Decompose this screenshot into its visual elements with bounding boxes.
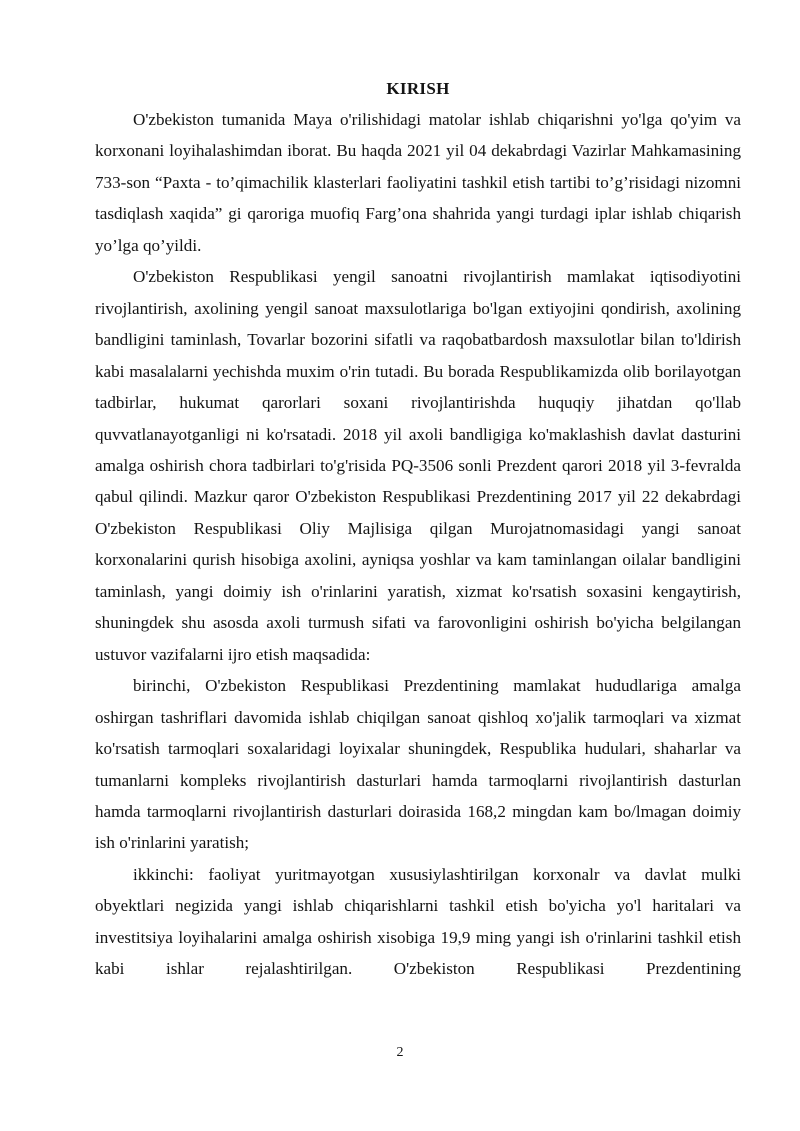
paragraph-light-industry: O'zbekiston Respublikasi yengil sanoatni rivojlantirish mamlakat iqtisodiyotini rivojlantirish, axolining yengil sanoat maxsulotlariga bo'lgan extiyojini qondirish, axolining bandligini taminlash, Tovarlar bozorini sifatli va raqobatbardosh maxsulotlar bilan to'ldirish kabi masalalarni yechishda muxim o'rin tutadi. Bu borada Respublikamizda olib borilayotgan tadbirlar, hukumat qarorlari soxani rivojlantirishda huquqiy jihatdan qo'llab quvvatlanayotganligi ni ko'rsatadi. 2018 yil axoli bandligiga ko'maklashish davlat dasturini amalga oshirish chora tadbirlari to'g'risida PQ-3506 sonli Prezdent qarori 2018 yil 3-fevralda qabul qilindi. Mazkur qaror O'zbekiston Respublikasi Prezdentining 2017 yil 22 dekabrdagi O'zbekiston Respublikasi Oliy Majlisiga qilgan Murojatnomasidagi yangi sanoat korxonalarini qurish hisobiga axolini, ayniqsa yoshlar va kam taminlangan oilalar bandligini taminlash, yangi doimiy ish o'rinlarini yaratish, xizmat ko'rsatish soxasini kengaytirish, shuningdek shu asosda axoli turmush sifati va farovonligini oshirish bo'yicha belgilangan ustuvor vazifalarni ijro etish maqsadida: — [95, 267, 741, 664]
page-number: 2 — [396, 1045, 404, 1060]
paragraph-first: birinchi, O'zbekiston Respublikasi Prezdentining mamlakat hududlariga amalga oshirgan tashriflari davomida ishlab chiqilgan sanoat qishloq xo'jalik tarmoqlari va xizmat ko'rsatish tarmoqlari soxalaridagi loyixalar shuningdek, Respublika hudulari, shaharlar va tumanlarni kompleks rivojlantirish dasturlari hamda tarmoqlarni rivojlantirish dasturlan hamda tarmoqlarni rivojlantirish dasturlari doirasida 168,2 mingdan kam bo/lmagan doimiy ish o'rinlarini yaratish; — [95, 676, 741, 853]
page-title: KIRISH — [386, 79, 450, 98]
page-content — [95, 74, 741, 985]
paragraph-intro: O'zbekiston tumanida Maya o'rilishidagi matolar ishlab chiqarishni yo'lga qo'yim va korxonani loyihalashimdan iborat. Bu haqda 2021 yil 04 dekabrdagi Vazirlar Mahkamasining 733-son “Paxta - to’qimachilik klasterlari faoliyatini tashkil etish tartibi to’g’risidagi nizomni tasdiqlash xaqida” gi qaroriga muofiq Farg’ona shahrida yangi turdagi iplar ishlab chiqarish yo’lga qo’yildi. — [95, 110, 741, 255]
paragraph-second: ikkinchi: faoliyat yuritmayotgan xususiylashtirilgan korxonalr va davlat mulki obyektlari negizida yangi ishlab chiqarishlarni tashkil etish bo'yicha yo'l haritalari va investitsiya loyihalarini amalga oshirish xisobiga 19,9 ming yangi ish o'rinlarini tashkil etish kabi ishlar rejalashtirilgan. O'zbekiston Respublikasi Prezdentining — [95, 864, 741, 979]
